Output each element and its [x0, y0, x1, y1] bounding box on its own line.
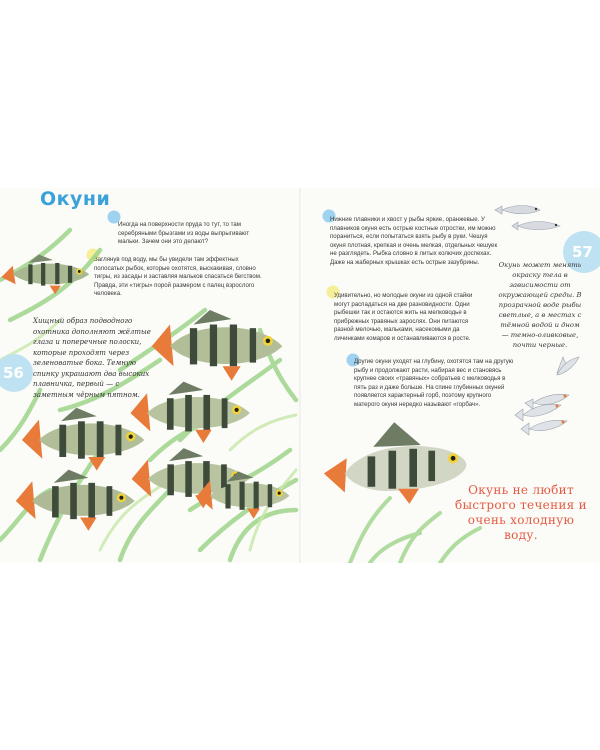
perch-fish-big-left: [150, 310, 286, 388]
page-number-left: 56: [3, 364, 24, 382]
varieties-paragraph: Удивительно, но молодые окуни из одной стайки могут распадаться на две разновидности. Одни рыбешки так и остаются жить на мелководье в прибрежных травяных зарослях. Они питаются разной мелочью, мальками, насекомыми да личинками комаров и останавливаются в росте.: [334, 292, 473, 342]
caption-warning: Окунь не любит быстрого течения и очень холодную воду.: [455, 483, 587, 542]
intro-paragraph: Иногда на поверхности пруда то тут, то там серебряными брызгами из воды выпрыгивают мальки. Зачем они это делают?: [118, 221, 250, 246]
book-spread: [0, 188, 600, 563]
perch-fish-top-left: [0, 250, 92, 300]
handwritten-note-left: Хищный образ подводного охотника дополняют жёлтые глаза и поперечные полоски, которые проходят через зеленоватые бока. Темную спинку украшают два высоких плавничка, первый — с заметным чёрным пятном.: [33, 317, 151, 399]
perch-fish-bottom-right: [196, 470, 292, 524]
small-fry-fish-top: [490, 198, 565, 238]
fins-paragraph: Нижние плавники и хвост у рыбы яркие, оранжевые. У плавников окуня есть острые костные отростки, им можно пораниться, если попытаться взять рыбу в руки. Чешуя окуня плотная, крепкая и очень мелкая, отдельных чешуек не разглядеть. Рыбка словно в литых колючих доспехах. Даже на жаберных крышках есть острые зазубрины.: [330, 216, 498, 266]
page-number-right: 57: [572, 243, 593, 261]
handwritten-note-right: Окунь может менять окраску тела в зависимости от окружающей среды. В прозрачной воде рыбы светлые, а в местах с тёмной водой и дном — темно-оливковые, почти черные.: [498, 261, 582, 349]
perch-fish-left-row: [20, 406, 148, 474]
perch-fish-bottom-left: [14, 468, 138, 534]
page-title: Окуни: [40, 188, 111, 210]
deepwater-paragraph: Другие окуни уходят на глубину, охотятся там на другую рыбу и продолжают расти, набирая вес и становясь крупнее своих «травяных» собратьев с мелководья в пять раз и даже больше. На спине глубинных окуней появляется характерный горб, поэтому крупного матерого окуня нередко называют «горбач».: [354, 358, 514, 408]
tigers-paragraph: Заглянув под воду, мы бы увидели там эффектных полосатых рыбок, которые охотятся, выскакивая, словно тигры, из засады и заставляя мальков спасаться бегством. Правда, эти «тигры» порой размером с палец взрослого человека.: [94, 256, 262, 298]
small-fry-fish-group: [505, 353, 585, 448]
